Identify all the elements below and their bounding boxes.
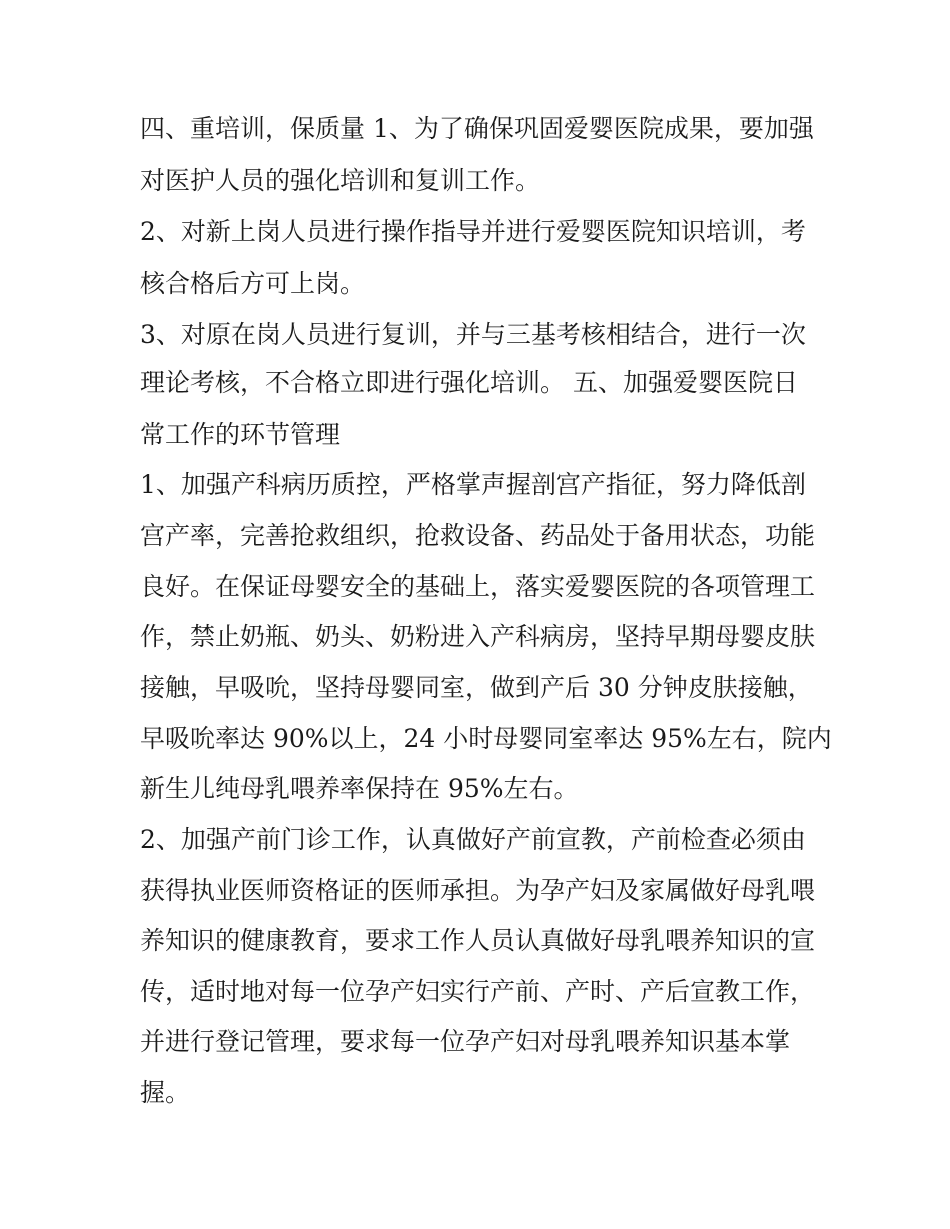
text-line: 良好。在保证母婴安全的基础上，落实爱婴医院的各项管理工 bbox=[140, 572, 816, 601]
text-line: 2、对新上岗人员进行操作指导并进行爱婴医院知识培训，考 bbox=[140, 217, 806, 246]
text-line: 获得执业医师资格证的医师承担。为孕产妇及家属做好母乳喂 bbox=[140, 876, 816, 905]
text-line: 接触，早吸吮，坚持母婴同室，做到产后 30 分钟皮肤接触， bbox=[140, 673, 813, 702]
text-line: 传，适时地对每一位孕产妇实行产前、产时、产后宣教工作， bbox=[140, 977, 816, 1006]
text-line: 新生儿纯母乳喂养率保持在 95%左右。 bbox=[140, 774, 579, 803]
text-line: 1、加强产科病历质控，严格掌声握剖宫产指征，努力降低剖 bbox=[140, 470, 806, 499]
text-line: 作，禁止奶瓶、奶头、奶粉进入产科病房，坚持早期母婴皮肤 bbox=[140, 622, 816, 651]
text-line: 对医护人员的强化培训和复训工作。 bbox=[140, 166, 541, 195]
text-line: 养知识的健康教育，要求工作人员认真做好母乳喂养知识的宣 bbox=[140, 926, 816, 955]
text-line: 并进行登记管理，要求每一位孕产妇对母乳喂养知识基本掌 bbox=[140, 1027, 791, 1056]
text-line: 常工作的环节管理 bbox=[140, 420, 341, 449]
text-line: 握。 bbox=[140, 1078, 191, 1107]
text-line: 四、重培训，保质量 1、为了确保巩固爱婴医院成果，要加强 bbox=[140, 114, 814, 143]
text-line: 理论考核，不合格立即进行强化培训。 五、加强爱婴医院日 bbox=[140, 368, 798, 397]
text-line: 宫产率，完善抢救组织，抢救设备、药品处于备用状态，功能 bbox=[140, 521, 816, 550]
text-line: 早吸吮率达 90%以上，24 小时母婴同室率达 95%左右，院内 bbox=[140, 724, 832, 753]
text-line: 3、对原在岗人员进行复训，并与三基考核相结合，进行一次 bbox=[140, 320, 806, 349]
text-line: 核合格后方可上岗。 bbox=[140, 269, 366, 298]
text-line: 2、加强产前门诊工作，认真做好产前宣教，产前检查必须由 bbox=[140, 825, 806, 854]
